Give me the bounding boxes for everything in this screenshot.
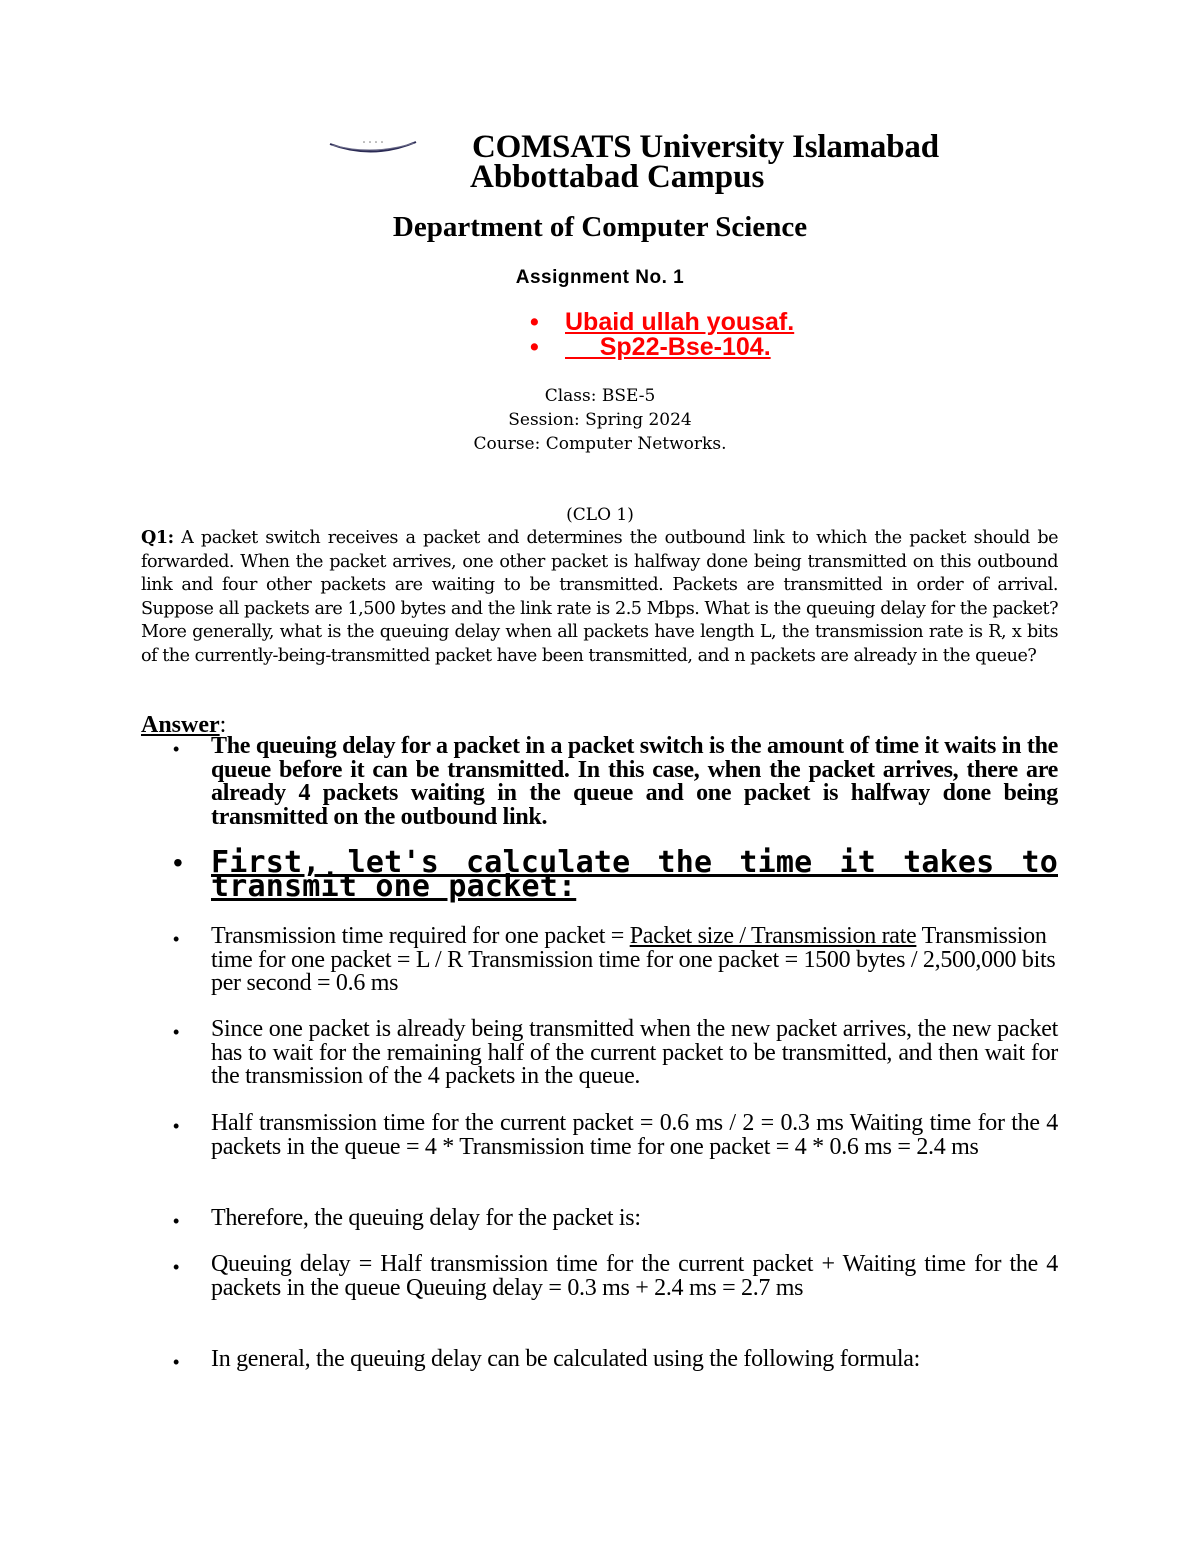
question-text: [141, 526, 1058, 669]
class-label: Class: BSE-5: [544, 386, 656, 406]
question-body: A packet switch receives a packet and determines the outbound link to which the packet should be forwarded. When the packet arrives, one other packet is halfway done being transmitted on this outbound link and four other packets are waiting to be transmitted. Packets are transmitted in order of arrival. Suppose all packets are 1,500 bytes and the link rate is 2.5 Mbps. What is the queuing delay for the packet? More generally, what is the queuing delay when all packets have length L, the transmission rate is R, x bits of the currently-being-transmitted packet have been transmitted, and n packets are already in the queue?: [141, 528, 1058, 666]
answer-label: Answer: [141, 712, 220, 738]
assignment-number: Assignment No. 1: [515, 267, 685, 288]
university-logo: [328, 130, 418, 158]
bullet-icon: •: [173, 1022, 180, 1042]
bullet-icon: •: [173, 1257, 180, 1277]
session-label: Session: Spring 2024: [508, 410, 692, 430]
clo-label: (CLO 1): [566, 505, 634, 525]
bullet-icon: •: [173, 739, 180, 759]
bullet-icon: •: [173, 1211, 180, 1231]
answer-heading: Answer:: [141, 712, 227, 738]
course-meta: [0, 384, 1200, 456]
bullet-icon: •: [173, 847, 183, 878]
student-list: [530, 310, 794, 360]
student-name: • Ubaid ullah yousaf.: [530, 310, 794, 335]
student-id: • Sp22-Bse-104.: [530, 335, 794, 360]
university-name: COMSATS University Islamabad: [472, 129, 939, 165]
bullet-icon: •: [173, 1116, 180, 1136]
transmission-formula: Packet size / Transmission rate: [629, 923, 917, 949]
campus-name: Abbottabad Campus: [470, 159, 765, 195]
course-label: Course: Computer Networks.: [473, 434, 727, 454]
bullet-icon: •: [173, 1352, 180, 1372]
document-page: COMSATS University Islamabad Abbottabad Campus Department of Computer Science Assignment No. 1 • Ubaid ullah yousaf. • Sp22-Bse-104. Class: BSE-5 Session: Spring 2024 Course: Computer Networks. (CLO 1) Q1: A packet switch receives a packet and determines the outbound link to which the packet should be forwarded. When the packet arrives, one other packet is halfway done being transmitted on this outbound link and four other packets are waiting to be transmitted. Packets are transmitted in order of arrival. Suppose all packets are 1,500 bytes and the link rate is 2.5 Mbps. What is the queuing delay for the packet? More generally, what is the queuing delay when all packets have length L, the transmission rate is R, x bits of the currently-being-transmitted packet have been transmitted, and n packets are already in the queue? Answer: • The queuing delay for a packet in a packet switch is the amount of time it waits in the queue before it can be transmitted. In this case, when the packet arrives, there are already 4 packets waiting in the queue and one packet is halfway done being transmitted on the outbound link. • First, let's calculate the time it takes to transmit one packet: • Transmission time required for one packet = Packet size / Transmission rate Transmission time for one packet = L / R Transmission time for one packet = 1500 bytes / 2,500,000 bits per second = 0.6 ms • Since one packet is already being transmitted when the new packet arrives, the new packet has to wait for the remaining half of the current packet to be transmitted, and then wait for the transmission of the 4 packets in the queue. • Half transmission time for the current packet = 0.6 ms / 2 = 0.3 ms Waiting time for the 4 packets in the queue = 4 * Transmission time for one packet = 4 * 0.6 ms = 2.4 ms • Therefore, the queuing delay for the packet is: • Queuing delay = Half transmission time for the current packet + Waiting time for the 4 packets in the queue Queuing delay = 0.3 ms + 2.4 ms = 2.7 ms • In general, the queuing delay can be calculated using the following formula:: [0, 0, 1200, 1553]
bullet-icon: •: [173, 929, 180, 949]
department-title: Department of Computer Science: [392, 211, 808, 243]
question-label: Q1:: [141, 527, 174, 548]
